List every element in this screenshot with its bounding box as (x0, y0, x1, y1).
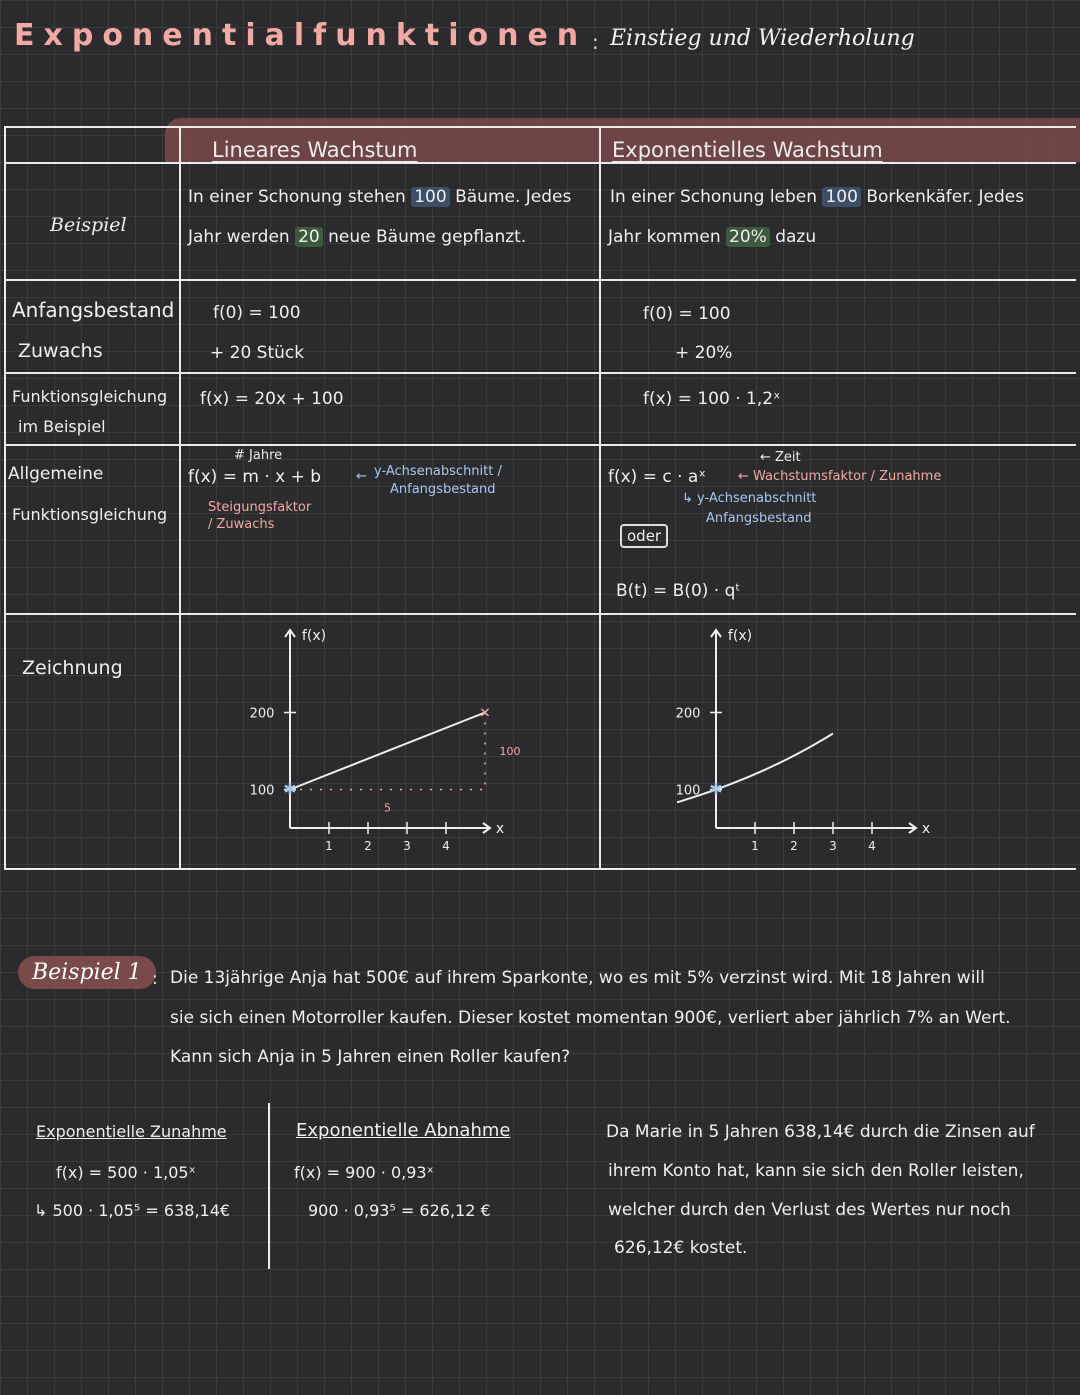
zunahme-calc: ↳ 500 · 1,05⁵ = 638,14€ (34, 1201, 231, 1220)
row-label-funktionsgleichung: Funktionsgleichung (12, 387, 168, 406)
row-label-zuwachs: Zuwachs (18, 340, 103, 362)
y-tick-label: 100 (249, 783, 275, 799)
zunahme-title: Exponentielle Zunahme (36, 1122, 227, 1141)
exp-equation: f(x) = 100 · 1,2ˣ (643, 389, 781, 409)
x-tick-label: 1 (751, 839, 759, 853)
page-subtitle: Einstieg und Wiederholung (610, 26, 915, 51)
rise-annotation: 100 (499, 745, 520, 758)
exponential-chart (660, 620, 950, 860)
x-tick-label: 3 (829, 839, 837, 853)
linear-general-equation: f(x) = m · x + b (188, 467, 322, 487)
col-header-linear: Lineares Wachstum (212, 138, 418, 162)
exp-ann-time: ← Zeit (760, 450, 801, 465)
exp-ann-intercept-1: ↳ y-Achsenabschnitt (682, 491, 817, 506)
x-tick-label: 2 (790, 839, 798, 853)
zunahme-equation: f(x) = 500 · 1,05ˣ (56, 1163, 196, 1182)
example-badge: Beispiel 1 (18, 956, 156, 989)
y-axis-label: f(x) (301, 628, 327, 644)
answer-line4: 626,12€ kostet. (614, 1238, 748, 1258)
answer-line1: Da Marie in 5 Jahren 638,14€ durch die Zinsen auf (606, 1122, 1035, 1142)
y-tick-label: 100 (675, 783, 701, 799)
row-label-funktionsgleichung-allg: Funktionsgleichung (12, 505, 168, 524)
abnahme-equation: f(x) = 900 · 0,93ˣ (294, 1163, 434, 1182)
abnahme-calc: 900 · 0,93⁵ = 626,12 € (308, 1201, 491, 1220)
row-label-im-beispiel: im Beispiel (18, 417, 106, 436)
exp-example-line1: In einer Schonung leben 100 Borkenkäfer. Jedes (610, 187, 1025, 207)
answer-line2: ihrem Konto hat, kann sie sich den Roller leisten, (608, 1161, 1024, 1181)
x-tick-label: 2 (364, 839, 372, 853)
linear-chart (230, 620, 520, 860)
linear-ann-intercept-arrow: ← (356, 469, 367, 484)
page-title: Exponentialfunktionen (14, 18, 588, 53)
linear-ann-intercept-1: y-Achsenabschnitt / (374, 464, 502, 479)
exp-oder-box: oder (620, 524, 668, 548)
x-axis-label: x (921, 821, 931, 837)
x-tick-label: 1 (325, 839, 333, 853)
answer-line3: welcher durch den Verlust des Wertes nur noch (608, 1200, 1011, 1220)
exp-ann-intercept-2: Anfangsbestand (706, 511, 812, 526)
linear-ann-years: # Jahre (234, 448, 283, 463)
example-text-line1: Die 13jährige Anja hat 500€ auf ihrem Sparkonte, wo es mit 5% verzinst wird. Mit 18 Jahren will (170, 968, 985, 988)
example-text-line3: Kann sich Anja in 5 Jahren einen Roller kaufen? (170, 1047, 571, 1067)
row-label-beispiel: Beispiel (50, 214, 127, 236)
series-line (290, 713, 485, 790)
linear-equation: f(x) = 20x + 100 (200, 389, 344, 409)
linear-growth: + 20 Stück (210, 343, 305, 363)
x-axis-label: x (495, 821, 505, 837)
exp-general-equation: f(x) = c · aˣ (608, 467, 706, 487)
title-separator: : (592, 30, 599, 54)
y-tick-label: 200 (675, 706, 701, 722)
example-text-line2: sie sich einen Motorroller kaufen. Dieser kostet momentan 900€, verliert aber jährlich 7% an Wert. (170, 1008, 1011, 1028)
exp-start-value: f(0) = 100 (643, 304, 731, 324)
linear-ann-slope-2: / Zuwachs (208, 517, 275, 532)
exp-example-line2: Jahr kommen 20% dazu (608, 227, 817, 247)
example-colon: : (152, 969, 158, 989)
row-label-allgemeine: Allgemeine (8, 464, 104, 484)
y-tick-label: 200 (249, 706, 275, 722)
abnahme-title: Exponentielle Abnahme (296, 1120, 511, 1141)
x-tick-label: 4 (442, 839, 450, 853)
exp-growth: + 20% (675, 343, 733, 363)
y-axis-label: f(x) (727, 628, 753, 644)
linear-ann-intercept-2: Anfangsbestand (390, 482, 496, 497)
start-marker: ✱ (283, 779, 297, 799)
end-marker: ✕ (479, 705, 491, 722)
run-annotation: 5 (384, 801, 391, 815)
exp-ann-factor: ← Wachstumsfaktor / Zunahme (738, 469, 942, 484)
x-tick-label: 4 (868, 839, 876, 853)
linear-start-value: f(0) = 100 (213, 303, 301, 323)
col-header-exponential: Exponentielles Wachstum (612, 138, 883, 162)
linear-ann-slope-1: Steigungsfaktor (208, 500, 312, 515)
row-label-zeichnung: Zeichnung (22, 657, 123, 679)
x-tick-label: 3 (403, 839, 411, 853)
exp-general-alt: B(t) = B(0) · qᵗ (616, 581, 741, 601)
linear-example-line1: In einer Schonung stehen 100 Bäume. Jedes (188, 187, 572, 207)
linear-example-line2: Jahr werden 20 neue Bäume gepflanzt. (188, 227, 527, 247)
row-label-anfangsbestand: Anfangsbestand (12, 298, 175, 322)
start-marker: ✱ (709, 779, 723, 799)
